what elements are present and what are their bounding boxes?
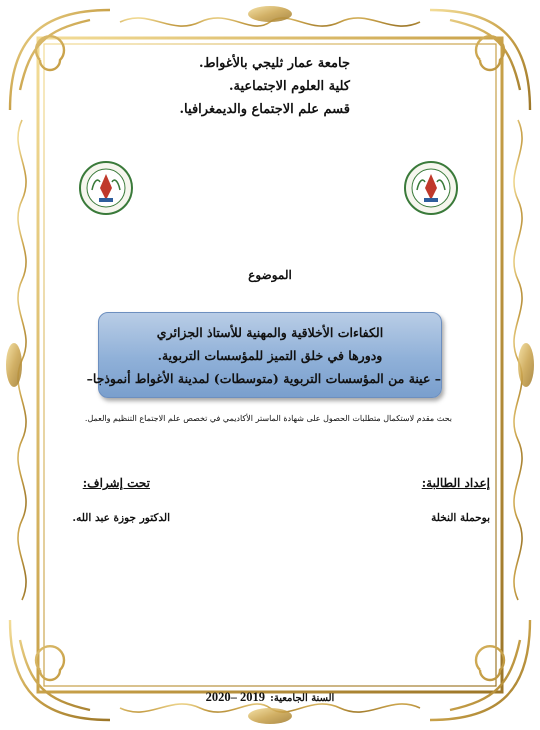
supervised-by-label: تحت إشراف: [82, 476, 150, 490]
academic-year-value: 2019 –2020 [205, 690, 266, 704]
department-name: قسم علم الاجتماع والديمغرافيا. [179, 102, 350, 117]
research-note: بحث مقدم لاستكمال متطلبات الحصول على شهادة الماستر الأكاديمي في تخصص علم الاجتماع التنظيم والعمل. [84, 414, 452, 423]
thesis-title-line-2: ودورها في خلق التميز للمؤسسات التربوية. [157, 348, 383, 363]
prepared-by-label: إعداد الطالبة: [421, 476, 490, 490]
university-emblem-icon [78, 160, 134, 216]
thesis-title-line-3: – عينة من المؤسسات التربوية (متوسطات) لمدينة الأغواط أنموذجا– [86, 371, 441, 386]
faculty-name: كلية العلوم الاجتماعية. [229, 79, 350, 94]
university-header [110, 52, 350, 121]
subject-label: الموضوع [248, 268, 292, 282]
university-emblem-icon [403, 160, 459, 216]
thesis-title-line-1: الكفاءات الأخلاقية والمهنية للأستاذ الجزائري [156, 325, 384, 340]
student-name: بوحملة النخلة [431, 512, 490, 524]
academic-year-label: السنة الجامعية: [270, 693, 335, 704]
academic-year [180, 686, 360, 705]
supervisor-name: الدكتور جوزة عبد الله. [72, 512, 170, 524]
thesis-title-box [86, 312, 442, 398]
university-name: جامعة عمار ثليجي بالأغواط. [198, 56, 350, 71]
